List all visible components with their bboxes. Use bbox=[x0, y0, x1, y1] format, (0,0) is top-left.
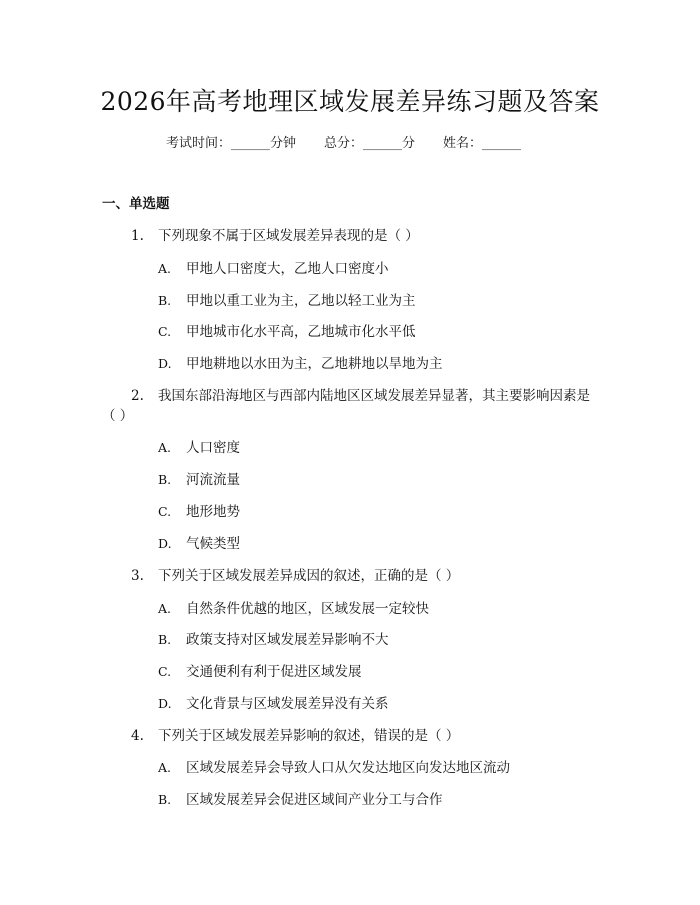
question-text: 下列关于区域发展差异影响的叙述，错误的是（ ） bbox=[158, 728, 460, 744]
option-text: 甲地耕地以水田为主，乙地耕地以旱地为主 bbox=[186, 356, 443, 372]
option-text: 甲地以重工业为主，乙地以轻工业为主 bbox=[186, 293, 416, 309]
option-text: 交通便利有利于促进区域发展 bbox=[186, 664, 362, 680]
question-3-option-d bbox=[158, 692, 389, 712]
question-1-option-b bbox=[158, 289, 416, 309]
question-2-option-a bbox=[158, 436, 240, 456]
question-4 bbox=[131, 724, 459, 744]
option-letter: B. bbox=[158, 792, 172, 807]
option-text: 区域发展差异会导致人口从欠发达地区向发达地区流动 bbox=[186, 760, 510, 776]
question-4-option-a bbox=[158, 756, 510, 776]
option-letter: B. bbox=[158, 293, 172, 308]
option-letter: C. bbox=[158, 324, 172, 339]
question-number: 2. bbox=[131, 388, 144, 404]
option-letter: A. bbox=[158, 440, 172, 455]
exam-meta bbox=[166, 132, 521, 151]
question-text: 下列关于区域发展差异成因的叙述，正确的是（ ） bbox=[158, 568, 460, 584]
question-1-option-c bbox=[158, 320, 416, 340]
option-letter: A. bbox=[158, 760, 172, 775]
question-2-option-b bbox=[158, 468, 240, 488]
option-text: 区域发展差异会促进区域间产业分工与合作 bbox=[186, 792, 443, 808]
exam-score: 总分：______分 bbox=[324, 136, 416, 151]
question-1 bbox=[131, 224, 419, 244]
option-text: 甲地城市化水平高，乙地城市化水平低 bbox=[186, 324, 416, 340]
question-4-option-b bbox=[158, 788, 443, 808]
question-3-option-c bbox=[158, 660, 362, 680]
student-name: 姓名：______ bbox=[443, 136, 522, 151]
option-text: 自然条件优越的地区，区域发展一定较快 bbox=[186, 601, 429, 617]
question-1-option-d bbox=[158, 352, 443, 372]
question-3-option-a bbox=[158, 597, 429, 617]
option-text: 地形地势 bbox=[186, 504, 240, 520]
option-letter: D. bbox=[158, 356, 172, 371]
option-text: 甲地人口密度大，乙地人口密度小 bbox=[186, 261, 389, 277]
question-3-option-b bbox=[158, 628, 389, 648]
question-1-option-a bbox=[158, 257, 389, 277]
question-number: 4. bbox=[131, 728, 144, 744]
option-letter: D. bbox=[158, 536, 172, 551]
option-letter: C. bbox=[158, 504, 172, 519]
question-2-option-d bbox=[158, 532, 240, 552]
question-number: 3. bbox=[131, 568, 144, 584]
option-text: 人口密度 bbox=[186, 440, 240, 456]
option-letter: B. bbox=[158, 472, 172, 487]
exam-time: 考试时间：______分钟 bbox=[166, 136, 297, 151]
option-letter: D. bbox=[158, 696, 172, 711]
option-letter: A. bbox=[158, 261, 172, 276]
option-letter: C. bbox=[158, 664, 172, 679]
question-2-option-c bbox=[158, 500, 240, 520]
option-text: 气候类型 bbox=[186, 536, 240, 552]
question-number: 1. bbox=[131, 228, 144, 244]
question-2-paren: （ ） bbox=[102, 408, 134, 424]
option-letter: B. bbox=[158, 632, 172, 647]
option-text: 河流流量 bbox=[186, 472, 240, 488]
question-3 bbox=[131, 564, 459, 584]
question-2 bbox=[131, 384, 590, 404]
option-letter: A. bbox=[158, 601, 172, 616]
page-title: 2026年高考地理区域发展差异练习题及答案 bbox=[100, 87, 600, 116]
question-text: 我国东部沿海地区与西部内陆地区区域发展差异显著，其主要影响因素是 bbox=[158, 388, 590, 404]
option-text: 政策支持对区域发展差异影响不大 bbox=[186, 632, 389, 648]
question-text: 下列现象不属于区域发展差异表现的是（ ） bbox=[158, 228, 419, 244]
option-text: 文化背景与区域发展差异没有关系 bbox=[186, 696, 389, 712]
section-title: 一、单选题 bbox=[102, 196, 170, 212]
